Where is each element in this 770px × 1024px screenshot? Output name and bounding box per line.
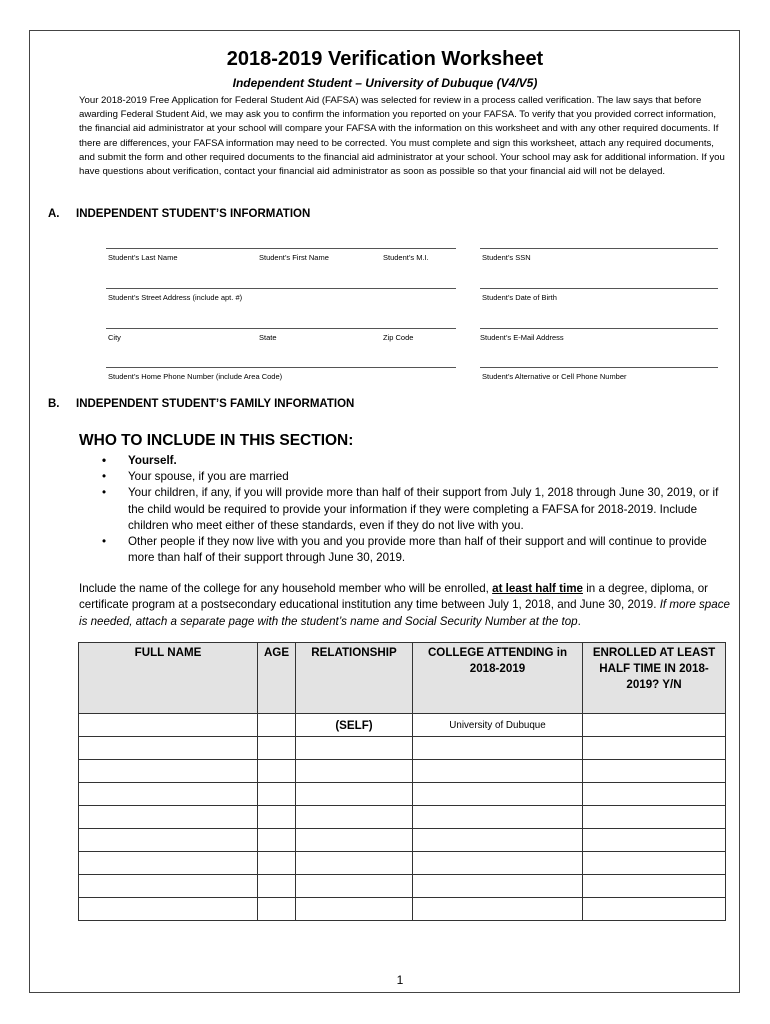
- age-cell[interactable]: [258, 714, 296, 737]
- relationship-cell[interactable]: [296, 783, 413, 806]
- first-name-label: Student’s First Name: [259, 253, 329, 262]
- table-row: [79, 875, 726, 898]
- list-item: • Your spouse, if you are married: [100, 469, 728, 485]
- page-title: 2018-2019 Verification Worksheet: [226, 48, 544, 70]
- enrolled-cell[interactable]: [583, 875, 726, 898]
- street-label: Student’s Street Address (include apt. #): [108, 293, 243, 302]
- table-row: [79, 806, 726, 829]
- name-field-line[interactable]: [106, 248, 456, 249]
- state-label: State: [259, 333, 277, 342]
- age-cell[interactable]: [258, 852, 296, 875]
- age-cell[interactable]: [258, 806, 296, 829]
- zip-label: Zip Code: [383, 333, 414, 342]
- table-row: [79, 852, 726, 875]
- enrolled-cell[interactable]: [583, 898, 726, 921]
- include-text: in a degree, diploma, or certificate program at a postsecondary educational institution any time between July 1, 2018, and June 30, 2019.: [79, 582, 709, 612]
- relationship-cell[interactable]: [296, 852, 413, 875]
- college-cell[interactable]: [413, 783, 583, 806]
- alt-phone-label: Student’s Alternative or Cell Phone Number: [482, 372, 627, 381]
- full-name-header: FULL NAME: [79, 643, 258, 714]
- name-cell[interactable]: [79, 875, 258, 898]
- street-field-line[interactable]: [106, 288, 456, 289]
- home-phone-label: Student’s Home Phone Number (include Area Code): [108, 372, 283, 381]
- relationship-cell[interactable]: [296, 760, 413, 783]
- enrolled-header: ENROLLED AT LEAST HALF TIME IN 2018-2019? Y/N: [583, 643, 726, 714]
- table-row: [79, 898, 726, 921]
- section-letter: A.: [48, 208, 60, 220]
- relationship-header: RELATIONSHIP: [296, 643, 413, 714]
- include-list: [100, 453, 728, 566]
- enrolled-cell[interactable]: [583, 737, 726, 760]
- table-row: [79, 783, 726, 806]
- section-title: INDEPENDENT STUDENT’S FAMILY INFORMATION: [76, 398, 355, 410]
- relationship-cell[interactable]: [296, 737, 413, 760]
- section-a-heading: [48, 208, 310, 220]
- enrolled-cell[interactable]: [583, 829, 726, 852]
- table-header-row: [79, 643, 726, 714]
- age-cell[interactable]: [258, 898, 296, 921]
- college-header: COLLEGE ATTENDING in 2018-2019: [413, 643, 583, 714]
- relationship-cell[interactable]: [296, 875, 413, 898]
- relationship-cell: (SELF): [296, 714, 413, 737]
- who-to-include-heading: WHO TO INCLUDE IN THIS SECTION:: [79, 432, 354, 449]
- age-cell[interactable]: [258, 737, 296, 760]
- college-cell[interactable]: [413, 875, 583, 898]
- college-cell: University of Dubuque: [413, 714, 583, 737]
- page-number: 1: [396, 973, 404, 987]
- age-cell[interactable]: [258, 875, 296, 898]
- college-cell[interactable]: [413, 760, 583, 783]
- enrolled-cell[interactable]: [583, 852, 726, 875]
- relationship-cell[interactable]: [296, 806, 413, 829]
- mi-label: Student’s M.I.: [383, 253, 429, 262]
- include-college-paragraph: [79, 581, 734, 630]
- page-subtitle: Independent Student – University of Dubuque (V4/V5): [232, 76, 538, 90]
- college-cell[interactable]: [413, 806, 583, 829]
- alt-phone-field-line[interactable]: [480, 367, 718, 368]
- name-cell[interactable]: [79, 852, 258, 875]
- list-item: • Your children, if any, if you will provide more than half of their support from July 1, 2018 through June 30, 2019, or if the child would be required to provide your information if they were completing a FAFSA for 2018-2019. Include children who meet either of these standards, even if they do not live with you.: [100, 485, 728, 534]
- city-label: City: [108, 333, 121, 342]
- city-state-zip-field-line[interactable]: [106, 328, 456, 329]
- include-text: .: [577, 614, 581, 628]
- name-cell[interactable]: [79, 783, 258, 806]
- ssn-field-line[interactable]: [480, 248, 718, 249]
- college-cell[interactable]: [413, 737, 583, 760]
- age-cell[interactable]: [258, 783, 296, 806]
- include-italic-note: If more space is needed, attach a separate page with the student’s name and Social Security Number at the top: [79, 598, 730, 628]
- include-emphasis: at least half time: [492, 582, 583, 595]
- age-cell[interactable]: [258, 829, 296, 852]
- section-title: INDEPENDENT STUDENT’S INFORMATION: [76, 208, 311, 220]
- list-item: • Other people if they now live with you and you provide more than half of their support and will continue to provide more than half of their support through June 30, 2019.: [100, 534, 728, 566]
- ssn-label: Student’s SSN: [482, 253, 531, 262]
- relationship-cell[interactable]: [296, 829, 413, 852]
- last-name-label: Student’s Last Name: [108, 253, 178, 262]
- relationship-cell[interactable]: [296, 898, 413, 921]
- dob-field-line[interactable]: [480, 288, 718, 289]
- family-table: [78, 642, 726, 921]
- include-text: Include the name of the college for any household member who will be enrolled,: [79, 582, 493, 595]
- college-cell[interactable]: [413, 829, 583, 852]
- name-cell[interactable]: [79, 714, 258, 737]
- email-field-line[interactable]: [480, 328, 718, 329]
- college-cell[interactable]: [413, 898, 583, 921]
- name-cell[interactable]: [79, 806, 258, 829]
- section-letter: B.: [48, 398, 60, 410]
- college-cell[interactable]: [413, 852, 583, 875]
- intro-paragraph: Your 2018-2019 Free Application for Federal Student Aid (FAFSA) was selected for review in a process called verification. The law says that before awarding Federal Student Aid, we may ask you to confirm the information you reported on your FAFSA. To verify that you provided correct information, the financial aid administrator at your school will compare your FAFSA with the information on this worksheet and with any other required documents. If there are differences, your FAFSA information may need to be corrected. You must complete and sign this worksheet, attach any required documents, and submit the form and other required documents to the financial aid administrator at your school. Your school may ask for additional information. If you have questions about verification, contact your financial aid administrator as soon as possible so that your financial aid will not be delayed.: [79, 95, 725, 178]
- name-cell[interactable]: [79, 737, 258, 760]
- age-header: AGE: [258, 643, 296, 714]
- enrolled-cell[interactable]: [583, 760, 726, 783]
- email-label: Student’s E-Mail Address: [480, 333, 564, 342]
- age-cell[interactable]: [258, 760, 296, 783]
- table-row: [79, 760, 726, 783]
- name-cell[interactable]: [79, 760, 258, 783]
- home-phone-field-line[interactable]: [106, 367, 456, 368]
- dob-label: Student’s Date of Birth: [482, 293, 557, 302]
- table-row: [79, 829, 726, 852]
- name-cell[interactable]: [79, 829, 258, 852]
- name-cell[interactable]: [79, 898, 258, 921]
- table-row: [79, 737, 726, 760]
- enrolled-cell[interactable]: [583, 714, 726, 737]
- enrolled-cell[interactable]: [583, 806, 726, 829]
- list-item: • Yourself.: [100, 453, 728, 469]
- enrolled-cell[interactable]: [583, 783, 726, 806]
- table-row: [79, 714, 726, 737]
- section-b-heading: [48, 398, 354, 410]
